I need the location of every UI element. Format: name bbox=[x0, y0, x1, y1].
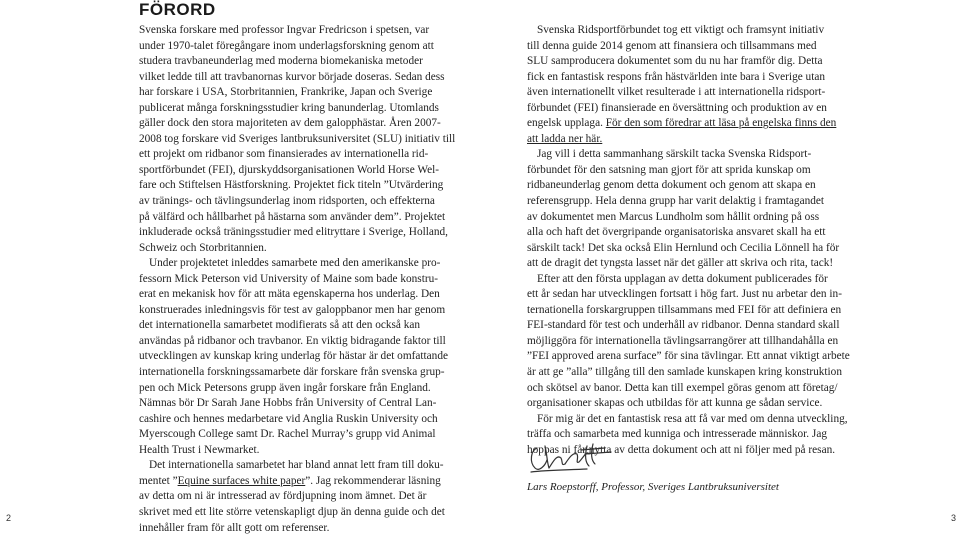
text-line: till denna guide 2014 genom att finansiera och tillsammans med bbox=[527, 39, 827, 55]
paragraph-white-paper bbox=[139, 458, 439, 536]
paragraph-thanks bbox=[527, 147, 827, 271]
text-line: erat en mekanisk hov för att mäta egenskaperna hos underlag. Den bbox=[139, 287, 439, 303]
text-line: Myerscough College samt Dr. Rachel Murray’s grupp vid Animal bbox=[139, 427, 439, 443]
text-line: fick en fantastisk respons från hästvärlden inte bara i Sverige utan bbox=[527, 70, 827, 86]
text-line: har forskare i USA, Storbritannien, Frankrike, Japan och Sverige bbox=[139, 85, 439, 101]
text-line: ridbaneunderlag genom detta dokument och genom att skapa en bbox=[527, 178, 827, 194]
text-line: är att ge ”alla” tillgång till den samlade kunskapen kring konstruktion bbox=[527, 365, 827, 381]
text-line: FEI-standard för test och underhåll av ridbanor. Denna standard skall bbox=[527, 318, 827, 334]
text-fragment: mentet ” bbox=[139, 475, 178, 487]
text-line: att de dragit det tyngsta lasset när det gäller att skriva och rita, tack! bbox=[527, 256, 827, 272]
paragraph-ridsport bbox=[527, 23, 827, 147]
page-number-right: 3 bbox=[951, 513, 956, 523]
text-line: utvecklingen av kunskap kring underlag för hästar är det omfattande bbox=[139, 349, 439, 365]
text-line: av detta om ni är intresserad av fördjupning inom ämnet. Det är bbox=[139, 489, 439, 505]
text-line: fessorn Mick Peterson vid University of Maine som bade konstru- bbox=[139, 272, 439, 288]
text-line: publicerat många forskningsstudier kring banunderlag. Utomlands bbox=[139, 101, 439, 117]
paragraph-collaboration bbox=[139, 256, 439, 458]
text-line: Svenska Ridsportförbundet tog ett viktigt och framsynt initiativ bbox=[527, 23, 827, 39]
text-line: alla och haft det övergripande organisatoriska ansvaret skall ha ett bbox=[527, 225, 827, 241]
text-line: ett år sedan har utvecklingen fortsatt i hög fart. Just nu arbetar den in- bbox=[527, 287, 827, 303]
text-line: ”FEI approved arena surface” för sina tävlingar. Ett annat viktigt arbete bbox=[527, 349, 827, 365]
text-line: gäller dock den stora majoriteten av dem galopphästar. Åren 2007- bbox=[139, 116, 439, 132]
text-line: på välfärd och hållbarhet på hästarna som använder dem”. Projektet bbox=[139, 210, 439, 226]
left-column bbox=[139, 23, 439, 536]
text-line: förbundet för den satsning man gjort för att sprida kunskap om bbox=[527, 163, 827, 179]
text-line: Jag vill i detta sammanhang särskilt tacka Svenska Ridsport- bbox=[527, 147, 827, 163]
paragraph-development bbox=[527, 272, 827, 412]
text-line-with-link bbox=[139, 474, 439, 490]
text-line: cashire och hennes medarbetare vid Anglia Ruskin University och bbox=[139, 412, 439, 428]
text-line: skrivet med ett lite större vetenskapligt djup än denna guide och det bbox=[139, 505, 439, 521]
text-line: förbundet (FEI) finansierade en översättning och produktion av en bbox=[527, 101, 827, 117]
page-heading: FÖRORD bbox=[139, 0, 216, 20]
text-line: pen och Mick Petersons grupp även ingår forskare från England. bbox=[139, 381, 439, 397]
right-column bbox=[527, 23, 827, 458]
text-line: referensgrupp. Hela denna grupp har varit delaktig i framtagandet bbox=[527, 194, 827, 210]
text-line: ett projekt om ridbanor som finansierades av internationella rid- bbox=[139, 147, 439, 163]
text-line: studera travbaneunderlag med moderna biomekaniska metoder bbox=[139, 54, 439, 70]
text-line: särskilt tack! Det ska också Elin Hernlund och Cecilia Lönnell ha för bbox=[527, 241, 827, 257]
text-line: hoppas ni får nytta av detta dokument och att ni följer med på resan. bbox=[527, 443, 827, 459]
text-line: och skötsel av banor. Detta kan till exempel göras genom att företag/ bbox=[527, 381, 827, 397]
text-line: Health Trust i Newmarket. bbox=[139, 443, 439, 459]
text-line: 2008 tog forskare vid Sveriges lantbruksuniversitet (SLU) initiativ till bbox=[139, 132, 439, 148]
white-paper-link[interactable]: Equine surfaces white paper bbox=[178, 475, 306, 487]
text-line: konstruerades inledningsvis för test av galoppbanor men har genom bbox=[139, 303, 439, 319]
text-line: under 1970-talet föregångare inom underlagsforskning genom att bbox=[139, 39, 439, 55]
page-number-left: 2 bbox=[6, 513, 11, 523]
paragraph-intro bbox=[139, 23, 439, 256]
text-line: innehåller fram för allt gott om referenser. bbox=[139, 521, 439, 536]
text-line: Det internationella samarbetet har bland annat lett fram till doku- bbox=[139, 458, 439, 474]
text-line: organisationer skapas och utbildas för att kunna ge sådan service. bbox=[527, 396, 827, 412]
english-edition-link[interactable]: För den som föredrar att läsa på engelska finns den bbox=[606, 117, 837, 129]
text-line: internationella forskningssamarbete där forskare från svenska grup- bbox=[139, 365, 439, 381]
text-line: inkluderade också träningsstudier med elitryttare i Sverige, Holland, bbox=[139, 225, 439, 241]
text-line: fare och Stiftelsen Hästforskning. Projektet fick titeln ”Utvärdering bbox=[139, 178, 439, 194]
text-fragment: ”. Jag rekommenderar läsning bbox=[305, 475, 441, 487]
text-line: användas på ridbanor och travbanor. En viktig bidragande faktor till bbox=[139, 334, 439, 350]
text-line: Svenska forskare med professor Ingvar Fredricson i spetsen, var bbox=[139, 23, 439, 39]
text-line: SLU samproducera dokumentet som du nu har framför dig. Detta bbox=[527, 54, 827, 70]
text-line: av tränings- och tävlingsunderlag inom ridsporten, och effekterna bbox=[139, 194, 439, 210]
text-line: Under projektetet inleddes samarbete med den amerikanske pro- bbox=[139, 256, 439, 272]
text-line: För mig är det en fantastisk resa att få var med om denna utveckling, bbox=[527, 412, 827, 428]
text-line: träffa och samarbeta med kunniga och intresserade människor. Jag bbox=[527, 427, 827, 443]
text-line-with-link bbox=[527, 116, 827, 132]
text-line: möjliggöra för internationella tävlingsarrangörer att tillhandahålla en bbox=[527, 334, 827, 350]
text-line: av dokumentet men Marcus Lundholm som hållit ordning på oss bbox=[527, 210, 827, 226]
text-line: sportförbundet (FEI), djurskyddsorganisationen World Horse Wel- bbox=[139, 163, 439, 179]
signature-caption: Lars Roepstorff, Professor, Sveriges Lantbruksuniversitet bbox=[527, 481, 779, 493]
download-link[interactable]: att ladda ner här. bbox=[527, 133, 602, 145]
text-line: Efter att den första upplagan av detta dokument publicerades för bbox=[527, 272, 827, 288]
handwritten-signature bbox=[527, 440, 617, 476]
text-line: ternationella forskargruppen tillsammans med FEI för att definiera en bbox=[527, 303, 827, 319]
text-fragment: engelsk upplaga. bbox=[527, 117, 603, 129]
text-line: Nämnas bör Dr Sarah Jane Hobbs från University of Central Lan- bbox=[139, 396, 439, 412]
text-line: det internationella samarbetet modifierats så att den också kan bbox=[139, 318, 439, 334]
text-line: vilket ledde till att travbanornas kurvor började doseras. Sedan dess bbox=[139, 70, 439, 86]
text-line: Schweiz och Storbritannien. bbox=[139, 241, 439, 257]
text-line-with-link bbox=[527, 132, 827, 148]
text-line: även internationellt vilket resulterade i att internationella ridsport- bbox=[527, 85, 827, 101]
